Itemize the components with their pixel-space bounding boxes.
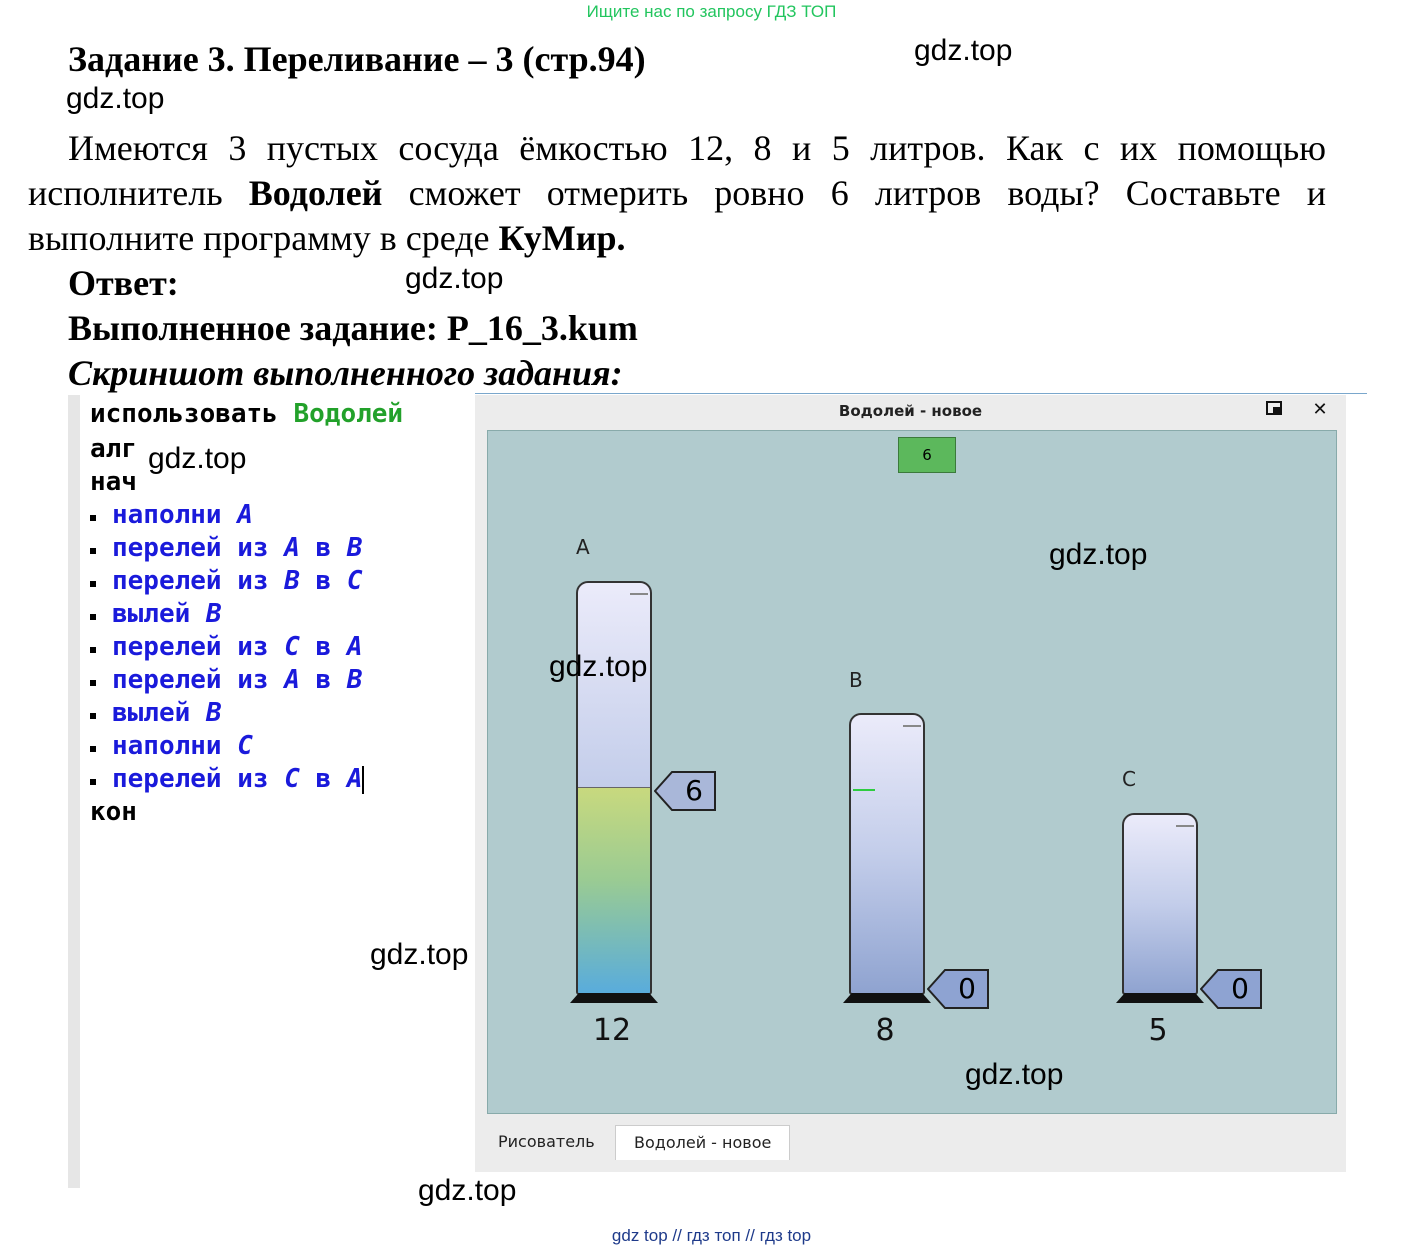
- vessel-b: [849, 713, 925, 995]
- answer-label: Ответ:: [68, 263, 179, 303]
- preposition: в: [315, 764, 332, 794]
- code-line-command[interactable]: [90, 598, 222, 631]
- preposition: в: [315, 665, 332, 695]
- editor-gutter: [68, 395, 80, 1188]
- close-icon[interactable]: ✕: [1312, 399, 1328, 420]
- top-banner: Ищите нас по запросу ГДЗ ТОП: [586, 2, 837, 21]
- code-line-command[interactable]: [90, 532, 362, 565]
- bottom-banner: gdz top // гдз топ // гдз top: [611, 1226, 812, 1245]
- vessel-arg: A: [237, 500, 253, 530]
- vodoley-canvas: [487, 430, 1337, 1114]
- code-line-command[interactable]: [90, 565, 362, 598]
- vessel-label: A: [576, 535, 590, 559]
- vessel-label: C: [1122, 767, 1136, 791]
- executor-name: Водолей: [293, 399, 404, 429]
- vessel-arg: B: [346, 533, 363, 563]
- code-line-command[interactable]: [90, 730, 253, 763]
- indent-dot: [90, 548, 96, 554]
- preposition: в: [315, 533, 332, 563]
- vessel-a: [576, 581, 652, 995]
- capacity-mark: [1176, 825, 1194, 827]
- vessel-capacity: 5: [1148, 1013, 1168, 1048]
- command: наполни: [112, 500, 222, 530]
- keyword: кон: [90, 797, 137, 827]
- command: вылей: [112, 698, 191, 728]
- watermark: gdz.top: [1049, 538, 1148, 571]
- watermark: gdz.top: [914, 34, 1013, 67]
- done-label: Выполненное задание: Р_16_3.kum: [68, 308, 638, 348]
- watermark: gdz.top: [370, 938, 469, 971]
- preposition: в: [315, 566, 332, 596]
- code-line-begin[interactable]: [90, 466, 137, 499]
- code-line-command[interactable]: [90, 631, 362, 664]
- amount-readout: 0: [927, 969, 989, 1009]
- vessel-arg: B: [205, 698, 222, 728]
- code-line-alg[interactable]: [90, 433, 137, 466]
- code-line-end[interactable]: [90, 796, 137, 829]
- watermark: gdz.top: [66, 82, 165, 115]
- vessel-c: [1122, 813, 1198, 995]
- command: перелей из: [112, 566, 269, 596]
- vessel-arg: C: [237, 731, 253, 761]
- vessel-base: [570, 993, 658, 1003]
- code-line-command[interactable]: [90, 499, 253, 532]
- indent-dot: [90, 680, 96, 686]
- task-title: Задание 3. Переливание – 3 (стр.94): [68, 39, 646, 79]
- tab-risovatel[interactable]: Рисователь: [498, 1132, 595, 1151]
- command: вылей: [112, 599, 191, 629]
- task-paragraph: [28, 126, 1326, 261]
- tab-vodoley[interactable]: Водолей - новое: [615, 1125, 790, 1160]
- paragraph-line-2: исполнитель Водолей сможет отмерить ровно 6 литров воды? Составьте и: [28, 173, 1326, 213]
- command: перелей из: [112, 665, 269, 695]
- vessel-base: [843, 993, 931, 1003]
- preposition: в: [315, 632, 332, 662]
- watermark: gdz.top: [148, 442, 247, 475]
- watermark: gdz.top: [418, 1174, 517, 1207]
- paragraph-line-3: выполните программу в среде КуМир.: [28, 218, 626, 258]
- code-line-command[interactable]: [90, 664, 362, 697]
- code-line-command[interactable]: [90, 763, 364, 796]
- indent-dot: [90, 746, 96, 752]
- vessel-arg: A: [346, 764, 363, 794]
- vessel-capacity: 12: [592, 1013, 632, 1048]
- vessel-base: [1116, 993, 1204, 1003]
- keyword: нач: [90, 467, 137, 497]
- vessel-arg: B: [205, 599, 222, 629]
- capacity-mark: [903, 725, 921, 727]
- code-editor[interactable]: [68, 395, 474, 1188]
- indent-dot: [90, 614, 96, 620]
- indent-dot: [90, 581, 96, 587]
- command: перелей из: [112, 632, 269, 662]
- amount-readout: 0: [1200, 969, 1262, 1009]
- watermark: gdz.top: [549, 650, 648, 683]
- target-amount: 6: [898, 437, 956, 473]
- vodoley-window: [475, 395, 1346, 1172]
- code-line-use[interactable]: [90, 398, 403, 431]
- command: перелей из: [112, 764, 269, 794]
- screenshot-label: Скриншот выполненного задания:: [68, 353, 623, 393]
- indent-dot: [90, 515, 96, 521]
- vessel-arg: B: [284, 566, 300, 596]
- indent-dot: [90, 779, 96, 785]
- vessel-arg: C: [346, 566, 363, 596]
- amount-readout: 6: [654, 771, 716, 811]
- vessel-arg: A: [284, 533, 300, 563]
- code-line-command[interactable]: [90, 697, 222, 730]
- vessel-label: B: [849, 668, 863, 692]
- command: наполни: [112, 731, 222, 761]
- window-title: Водолей - новое: [838, 402, 983, 420]
- target-mark: [853, 789, 875, 791]
- divider: [475, 393, 1367, 394]
- vessel-arg: A: [284, 665, 300, 695]
- command: перелей из: [112, 533, 269, 563]
- watermark: gdz.top: [965, 1058, 1064, 1091]
- keyword: использовать: [90, 399, 278, 429]
- paragraph-line-1: Имеются 3 пустых сосуда ёмкостью 12, 8 и 5 литров. Как с их помощью: [68, 128, 1326, 168]
- vessel-arg: A: [346, 632, 363, 662]
- vessel-capacity: 8: [875, 1013, 895, 1048]
- vessel-arg: B: [346, 665, 363, 695]
- indent-dot: [90, 647, 96, 653]
- watermark: gdz.top: [405, 262, 504, 295]
- keyword: алг: [90, 434, 137, 464]
- water: [578, 787, 650, 993]
- vessel-arg: C: [284, 632, 300, 662]
- text-cursor: [362, 766, 364, 794]
- indent-dot: [90, 713, 96, 719]
- restore-icon[interactable]: [1263, 399, 1285, 421]
- vessel-arg: C: [284, 764, 300, 794]
- capacity-mark: [630, 593, 648, 595]
